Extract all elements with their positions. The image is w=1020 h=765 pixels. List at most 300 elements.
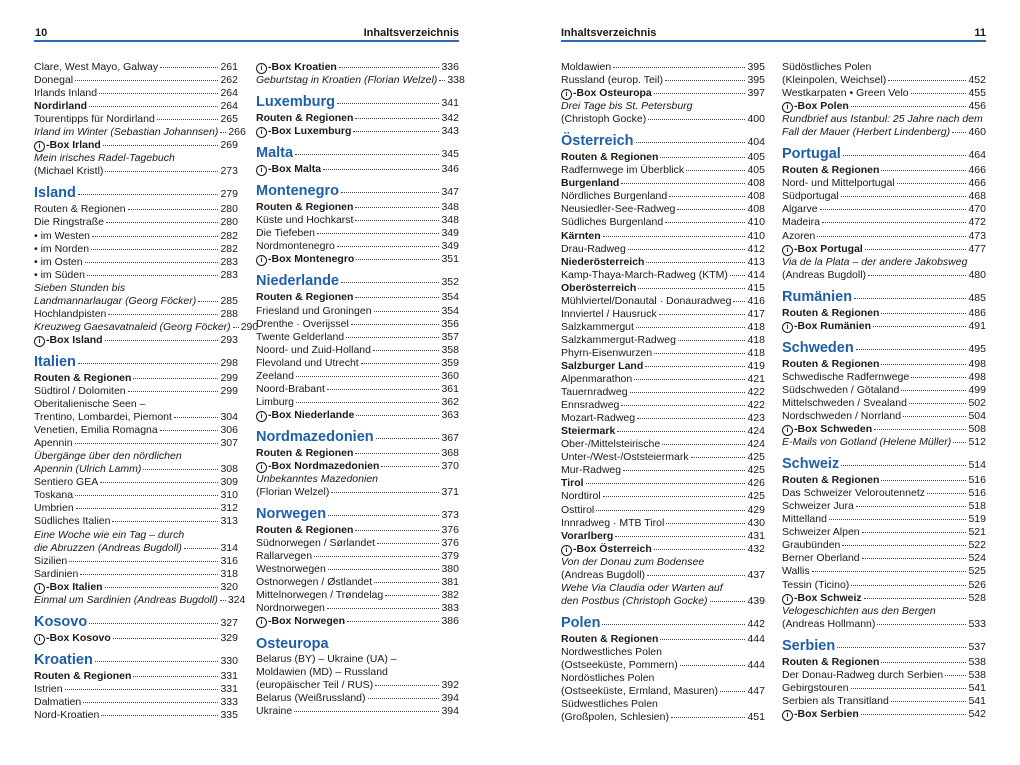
toc-entry-text: -Box Schweden [794, 423, 873, 436]
toc-entry-text: -Box Rumänien [794, 319, 872, 332]
toc-entry-title [34, 139, 101, 152]
toc-entry-title [256, 357, 359, 370]
toc-dot-leader [106, 222, 218, 223]
toc-entry-text: Norwegen [256, 506, 327, 523]
toc-page-number: 376 [441, 524, 459, 537]
toc-entry-title [561, 347, 652, 360]
toc-entry [561, 203, 765, 216]
toc-entry-text: Osttirol [561, 503, 595, 516]
toc-entry-text: Montenegro [256, 183, 339, 200]
toc-entry-text: Sentiero GEA [34, 476, 99, 489]
toc-entry [782, 410, 986, 423]
toc-dot-leader [160, 430, 219, 431]
toc-entry [561, 451, 765, 464]
toc-entry-title [782, 708, 859, 721]
toc-dot-leader [85, 262, 219, 263]
toc-continuation-line: Südwestliches Polen [561, 698, 658, 711]
toc-entry-text: Apennin (Ulrich Lamm) [34, 463, 142, 476]
toc-country-heading [256, 182, 459, 201]
toc-dot-leader [355, 297, 439, 298]
toc-entry-text: Unter-/West-/Oststeiermark [561, 451, 689, 464]
toc-dot-leader [603, 236, 746, 237]
toc-entry-title [34, 476, 98, 489]
toc-entry-text: Polen [561, 614, 601, 631]
toc-page-number: 360 [441, 369, 459, 382]
toc-entry-text: Salzburger Land [561, 359, 644, 372]
toc-entry-title [256, 331, 344, 344]
toc-dot-leader [317, 233, 440, 234]
toc-entry-title [34, 709, 99, 722]
toc-entry-text: Kreuzweg Gaesavatnaleid (Georg Föcker) [34, 320, 231, 333]
toc-entry-title [256, 550, 312, 563]
toc-entry-text: die Abruzzen (Andreas Bugdoll) [34, 541, 182, 554]
toc-entry-text: Innradweg · MTB Tirol [561, 516, 665, 529]
toc-entry-text: Toskana [34, 489, 74, 502]
toc-entry-title [256, 537, 375, 550]
toc-dot-leader [75, 495, 218, 496]
toc-page-number: 430 [747, 516, 765, 529]
toc-entry-text: Das Schweizer Veloroutennetz [782, 487, 925, 500]
toc-dot-leader [671, 717, 746, 718]
toc-dot-leader [812, 571, 967, 572]
toc-dot-leader [331, 492, 439, 493]
toc-entry-title [782, 526, 860, 539]
toc-page-number: 425 [747, 490, 765, 503]
toc-entry-title [34, 411, 172, 424]
toc-page-number: 308 [220, 463, 238, 476]
toc-entry [256, 227, 459, 240]
toc-entry [34, 165, 238, 178]
toc-dot-leader [645, 366, 745, 367]
toc-dot-leader [133, 378, 218, 379]
toc-entry-text: Mittelland [782, 513, 827, 526]
toc-entry-text: Clare, West Mayo, Galway [34, 61, 159, 73]
toc-entry [782, 216, 986, 229]
toc-entry-text: Burgenland [561, 177, 620, 190]
toc-entry-text: Nord-Kroatien [34, 708, 100, 721]
toc-dot-leader [198, 301, 218, 302]
toc-entry-title [782, 269, 866, 282]
toc-story-entry [34, 295, 238, 308]
toc-continuation-line: Unbekanntes Mazedonien [256, 473, 379, 486]
toc-page-number: 280 [220, 216, 238, 229]
toc-country-heading [782, 339, 986, 358]
toc-dot-leader [337, 103, 440, 104]
toc-entry-title [34, 203, 126, 216]
toc-page-number: 343 [441, 125, 459, 138]
toc-entry-title [782, 190, 839, 203]
toc-dot-leader [133, 676, 218, 677]
toc-page-number: 466 [968, 177, 986, 190]
toc-page-number: 418 [747, 346, 765, 359]
toc-entry-title [561, 595, 708, 608]
toc-info-box-entry [256, 125, 459, 138]
toc-entry-title [561, 412, 635, 425]
toc-entry-title [561, 256, 644, 269]
toc-entry-title [561, 87, 652, 100]
toc-dot-leader [76, 508, 219, 509]
toc-page-number: 512 [968, 436, 986, 449]
toc-entry-title [34, 184, 76, 202]
toc-entry [561, 711, 765, 724]
info-i-icon: i [256, 462, 267, 473]
toc-entry-title [782, 410, 901, 423]
toc-entry-text: Umbrien [34, 502, 74, 515]
toc-info-box-entry [34, 632, 238, 645]
toc-entry-title [34, 463, 141, 476]
toc-entry-text: Drenthe · Overijssel [256, 317, 349, 330]
info-i-icon: i [256, 411, 267, 422]
toc-entry-title [34, 295, 196, 308]
toc-entry [782, 500, 986, 513]
toc-entry-title [256, 370, 294, 383]
toc-entry-text: Belarus (Weißrussland) [256, 691, 366, 704]
toc-page-number: 298 [220, 356, 238, 369]
toc-page-number: 283 [220, 255, 238, 268]
right-page-title: Inhaltsverzeichnis [561, 27, 657, 39]
toc-dot-leader [355, 530, 439, 531]
toc-dot-leader [733, 301, 745, 302]
toc-entry-text: Südschweden / Götaland [782, 383, 900, 396]
toc-continuation-line: Von der Donau zum Bodensee [561, 555, 705, 568]
toc-dot-leader [660, 639, 745, 640]
toc-dot-leader [233, 327, 239, 328]
toc-dot-leader [862, 558, 967, 559]
toc-page-number: 400 [747, 113, 765, 126]
toc-entry-title [256, 460, 379, 473]
toc-entry [256, 679, 459, 692]
toc-dot-leader [654, 549, 746, 550]
toc-entry-text: Malta [256, 145, 294, 162]
toc-entry-text: (Ostseeküste, Ermland, Masuren) [561, 685, 718, 698]
toc-entry-title [256, 201, 353, 214]
toc-page-number: 422 [747, 386, 765, 399]
toc-entry-text: Steiermark [561, 425, 616, 438]
toc-page-number: 352 [441, 276, 459, 289]
toc-dot-leader [83, 702, 218, 703]
toc-entry-title [256, 214, 353, 227]
toc-page-number: 519 [968, 513, 986, 526]
toc-page-number: 279 [220, 188, 238, 201]
toc-dot-leader [78, 363, 219, 364]
toc-story-entry [782, 436, 986, 449]
toc-entry [561, 177, 765, 190]
toc-entry-text: Rallarvegen [256, 550, 313, 563]
toc-dot-leader [356, 415, 439, 416]
toc-dot-leader [327, 608, 440, 609]
toc-dot-leader [654, 93, 746, 94]
toc-entry [34, 61, 238, 74]
toc-entry-text: Mur-Radweg [561, 464, 622, 477]
toc-entry [34, 696, 238, 709]
toc-entry-title [782, 592, 862, 605]
toc-entry [34, 385, 238, 398]
toc-dot-leader [160, 67, 218, 68]
toc-entry-text: Alpenmarathon [561, 373, 633, 386]
toc-entry-title [782, 637, 835, 655]
toc-entry [561, 113, 765, 126]
info-i-icon: i [561, 89, 572, 100]
toc-page-number: 410 [747, 216, 765, 229]
toc-dot-leader [113, 638, 219, 639]
toc-entry-title [782, 669, 943, 682]
toc-dot-leader [897, 183, 967, 184]
toc-entry-text: Nordmazedonien [256, 428, 374, 445]
toc-entry-text: Venetien, Emilia Romagna [34, 424, 158, 437]
toc-entry [561, 659, 765, 672]
toc-entry-text: Trentino, Lombardei, Piemont [34, 411, 172, 424]
toc-dot-leader [654, 353, 745, 354]
toc-dot-leader [710, 601, 746, 602]
toc-dot-leader [355, 207, 439, 208]
toc-entry-text: -Box Italien [46, 580, 103, 593]
toc-entry-text: Mühlviertel/Donautal · Donauradweg [561, 294, 732, 307]
toc-entry-text: Sardinien [34, 567, 79, 580]
toc-entry-title [34, 372, 131, 385]
toc-continuation-line: Mein irisches Radel-Tagebuch [34, 152, 175, 165]
toc-entry-title [34, 321, 231, 334]
toc-country-heading [561, 614, 765, 633]
toc-entry [34, 709, 238, 722]
toc-entry-text: Ennsradweg [561, 399, 620, 412]
toc-dot-leader [69, 561, 218, 562]
toc-page-number: 318 [220, 567, 238, 580]
info-i-icon: i [782, 710, 793, 721]
toc-page-number: 367 [441, 431, 459, 444]
toc-entry [256, 524, 459, 537]
toc-info-box-entry [782, 708, 986, 721]
toc-info-box-entry [256, 615, 459, 628]
toc-entry-text: Österreich [561, 133, 634, 150]
toc-dot-leader [602, 624, 745, 625]
toc-entry-text: • im Norden [34, 242, 90, 255]
toc-continuation-line: Nordöstliches Polen [561, 672, 655, 685]
toc-entry [256, 112, 459, 125]
toc-entry-text: Noord-Brabant [256, 382, 325, 395]
toc-entry-text: Kosovo [34, 613, 88, 630]
toc-entry-text: Westkarpaten • Green Velo [782, 87, 909, 100]
toc-page-number: 473 [968, 229, 986, 242]
toc-entry-text: E-Mails von Gotland (Helene Müller) [782, 436, 952, 449]
toc-entry-title [561, 151, 658, 164]
toc-page-number: 408 [747, 177, 765, 190]
toc-page-number: 345 [441, 148, 459, 161]
toc-entry-text: Serbien [782, 637, 836, 654]
toc-entry-title [256, 93, 335, 111]
toc-dot-leader [851, 106, 967, 107]
toc-entry-title [256, 344, 371, 357]
toc-entry-text: Nordnorwegen [256, 602, 325, 615]
toc-dot-leader [842, 545, 966, 546]
toc-entry-text: (Ostseeküste, Pommern) [561, 658, 678, 671]
toc-story-entry [561, 595, 765, 608]
toc-continuation-line: Südöstliches Polen [782, 61, 872, 73]
toc-page-number: 273 [220, 165, 238, 178]
toc-entry-title [561, 61, 611, 74]
toc-entry-title [782, 177, 895, 190]
toc-entry-text: Routen & Regionen [782, 474, 880, 487]
toc-dot-leader [374, 582, 439, 583]
toc-entry [782, 579, 986, 592]
toc-entry-text: Routen & Regionen [34, 371, 132, 384]
toc-entry-text: Tauernradweg [561, 386, 628, 399]
toc-dot-leader [328, 515, 439, 516]
toc-entry-title [256, 272, 339, 290]
toc-page-number: 348 [441, 214, 459, 227]
toc-dot-leader [374, 311, 440, 312]
toc-entry [782, 87, 986, 100]
toc-entry [782, 190, 986, 203]
toc-page-number: 349 [441, 240, 459, 253]
toc-dot-leader [841, 196, 967, 197]
toc-page-number: 480 [968, 268, 986, 281]
toc-page-number: 451 [747, 711, 765, 724]
toc-dot-leader [112, 521, 218, 522]
info-i-icon: i [782, 245, 793, 256]
info-i-icon: i [256, 63, 267, 74]
toc-entry-text: Wallis [782, 565, 810, 578]
toc-entry-text: -Box Schweiz [794, 591, 862, 604]
toc-page-number: 351 [441, 253, 459, 266]
toc-page-number: 425 [747, 451, 765, 464]
toc-dot-leader [868, 275, 966, 276]
toc-entry [782, 618, 986, 631]
toc-page-number: 354 [441, 304, 459, 317]
toc-page-number: 514 [968, 459, 986, 472]
toc-entry-title [782, 455, 839, 473]
toc-dot-leader [586, 483, 746, 484]
toc-entry [34, 424, 238, 437]
toc-entry-title [34, 243, 89, 256]
toc-dot-leader [665, 222, 745, 223]
toc-entry-text: (Großpolen, Schlesien) [561, 711, 669, 724]
toc-page-number: 313 [220, 515, 238, 528]
toc-entry-title [561, 490, 601, 503]
toc-page-number: 333 [220, 695, 238, 708]
toc-page-number: 424 [747, 438, 765, 451]
toc-entry-title [561, 477, 584, 490]
toc-entry [256, 537, 459, 550]
toc-dot-leader [346, 337, 439, 338]
toc-entry [782, 164, 986, 177]
toc-dot-leader [105, 587, 219, 588]
toc-entry [34, 256, 238, 269]
toc-continuation-line: Nordwestliches Polen [561, 645, 662, 658]
toc-dot-leader [665, 80, 746, 81]
toc-entry [256, 344, 459, 357]
toc-story-entry [256, 74, 465, 87]
toc-entry [782, 358, 986, 371]
toc-entry-text: Flevoland und Utrecht [256, 356, 359, 369]
toc-entry-text: Routen & Regionen [561, 151, 659, 164]
toc-entry-text: Niederlande [256, 273, 339, 290]
toc-entry [561, 633, 765, 646]
toc-entry [256, 305, 459, 318]
toc-dot-leader [353, 131, 439, 132]
toc-page-number: 290 [240, 320, 259, 333]
toc-page-number: 376 [441, 537, 459, 550]
info-i-icon: i [34, 583, 45, 594]
toc-entry-text: Geburtstag in Kroatien (Florian Welzel) [256, 74, 438, 87]
toc-page-number: 422 [747, 399, 765, 412]
toc-entry-text: Routen & Regionen [561, 632, 659, 645]
toc-page-number: 285 [220, 294, 238, 307]
toc-entry-title [561, 530, 613, 543]
toc-entry-text: -Box Montenegro [268, 253, 355, 266]
toc-entry-title [561, 74, 663, 87]
toc-country-heading [256, 505, 459, 524]
toc-page-number: 412 [747, 242, 765, 255]
toc-page-number: 282 [220, 229, 238, 242]
toc-entry-text: Zeeland [256, 369, 294, 382]
toc-entry-text: Italien [34, 353, 76, 370]
toc-continuation-line: Rundbrief aus Istanbul: 25 Jahre nach dem [782, 113, 983, 126]
toc-dot-leader [851, 585, 966, 586]
toc-entry-text: Oberösterreich [561, 281, 637, 294]
toc-page-number: 466 [968, 164, 986, 177]
toc-dot-leader [339, 67, 440, 68]
toc-entry-title [256, 74, 437, 87]
toc-dot-leader [648, 119, 745, 120]
toc-entry-text: Routen & Regionen [782, 306, 880, 319]
toc-page-number: 283 [220, 268, 238, 281]
toc-dot-leader [341, 282, 439, 283]
toc-entry-text: Island [34, 185, 76, 202]
toc-dot-leader [669, 196, 745, 197]
toc-page-number: 439 [747, 594, 765, 607]
toc-entry [561, 321, 765, 334]
toc-dot-leader [103, 145, 219, 146]
toc-entry-text: Neusiedler-See-Radweg [561, 203, 676, 216]
toc-entry [561, 517, 765, 530]
toc-dot-leader [822, 222, 967, 223]
toc-dot-leader [75, 80, 218, 81]
toc-entry [34, 113, 238, 126]
toc-story-entry [34, 542, 238, 555]
toc-entry-title [561, 711, 669, 724]
toc-page-number: 432 [747, 542, 765, 555]
toc-entry-text: Russland (europ. Teil) [561, 74, 663, 87]
toc-page-number: 381 [441, 576, 459, 589]
toc-entry-title [34, 385, 126, 398]
toc-country-heading [782, 455, 986, 474]
toc-entry-text: Routen & Regionen [256, 446, 354, 459]
toc-dot-leader [837, 647, 966, 648]
toc-entry-text: (europäischer Teil / RUS) [256, 678, 374, 691]
toc-entry-title [561, 269, 728, 282]
toc-entry-text: Tessin (Ticino) [782, 578, 850, 591]
toc-entry-text: Schwedische Radfernwege [782, 370, 910, 383]
toc-entry [561, 347, 765, 360]
toc-entry [34, 203, 238, 216]
toc-entry [34, 243, 238, 256]
toc-page-number: 404 [747, 136, 765, 149]
toc-dot-leader [174, 417, 219, 418]
toc-entry-text: Schweiz [782, 456, 840, 473]
toc-entry-text: -Box Nordmazedonien [268, 459, 380, 472]
toc-entry [561, 490, 765, 503]
toc-entry-title [782, 307, 879, 320]
toc-entry [561, 151, 765, 164]
toc-entry-title [34, 87, 97, 100]
toc-entry-title [561, 633, 658, 646]
toc-page-number: 324 [227, 593, 246, 606]
toc-page-number: 357 [441, 330, 459, 343]
toc-entry-title [34, 613, 87, 631]
toc-entry [34, 683, 238, 696]
toc-entry-title [782, 371, 909, 384]
toc-dot-leader [874, 429, 966, 430]
